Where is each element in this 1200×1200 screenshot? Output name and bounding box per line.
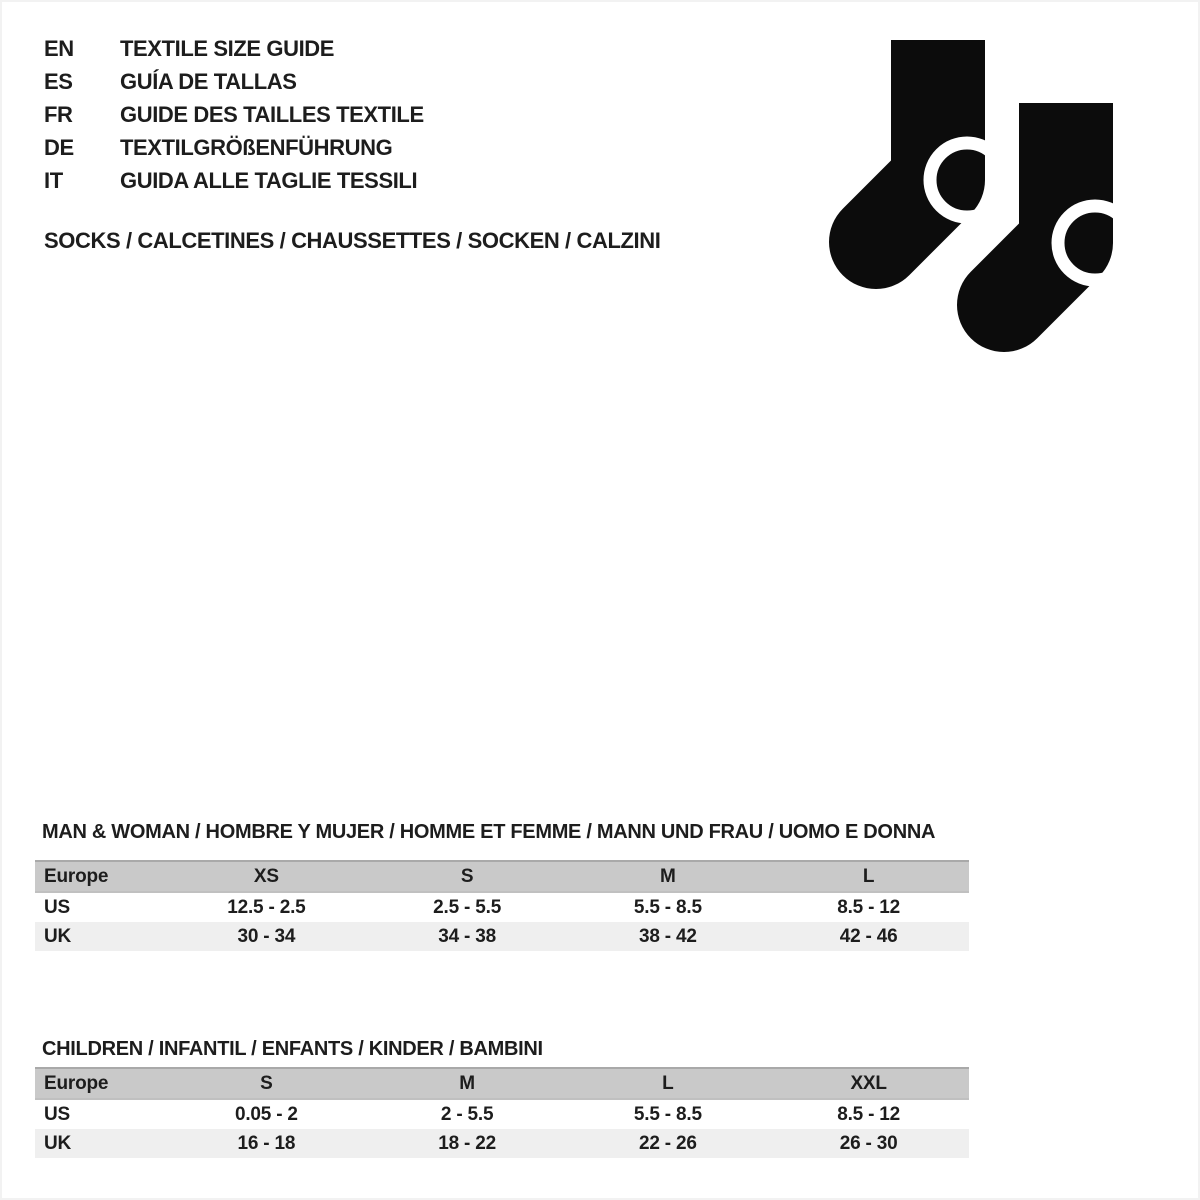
column-header-region: Europe bbox=[35, 1068, 166, 1099]
row-label: UK bbox=[44, 1132, 72, 1154]
sock-right bbox=[1004, 103, 1122, 305]
column-header-size: S bbox=[367, 861, 568, 892]
language-label: GUIDA ALLE TAGLIE TESSILI bbox=[120, 167, 418, 193]
socks-icon bbox=[812, 32, 1122, 362]
column-header-size: M bbox=[367, 1068, 568, 1099]
size-table-man-woman bbox=[35, 860, 969, 951]
size-cell: 38 - 42 bbox=[638, 925, 697, 947]
language-code: IT bbox=[44, 167, 63, 193]
language-code: ES bbox=[44, 68, 73, 94]
language-code: EN bbox=[44, 35, 74, 61]
size-cell: 42 - 46 bbox=[839, 925, 898, 947]
size-cell: 8.5 - 12 bbox=[837, 1103, 901, 1125]
language-code: FR bbox=[44, 101, 73, 127]
table-row-uk bbox=[35, 922, 969, 951]
language-row-fr bbox=[44, 98, 424, 131]
product-category-heading: SOCKS / CALCETINES / CHAUSSETTES / SOCKEN / CALZINI bbox=[44, 228, 661, 253]
size-cell: 22 - 26 bbox=[638, 1132, 697, 1154]
table-title-children: CHILDREN / INFANTIL / ENFANTS / KINDER / BAMBINI bbox=[42, 1038, 543, 1060]
row-label: UK bbox=[44, 925, 72, 947]
language-code: DE bbox=[44, 134, 74, 160]
size-cell: 30 - 34 bbox=[237, 925, 296, 947]
size-cell: 16 - 18 bbox=[237, 1132, 296, 1154]
column-header-region: Europe bbox=[35, 861, 166, 892]
table-title-man-woman: MAN & WOMAN / HOMBRE Y MUJER / HOMME ET FEMME / MANN UND FRAU / UOMO E DONNA bbox=[42, 821, 936, 843]
language-legend bbox=[44, 32, 424, 197]
sock-left bbox=[876, 40, 1004, 242]
size-cell: 12.5 - 2.5 bbox=[227, 896, 306, 918]
language-row-it bbox=[44, 164, 424, 197]
column-header-size: L bbox=[568, 1068, 769, 1099]
column-header-size: L bbox=[768, 861, 969, 892]
table-row-uk bbox=[35, 1129, 969, 1158]
language-label: TEXTILE SIZE GUIDE bbox=[120, 35, 335, 61]
language-label: TEXTILGRÖßENFÜHRUNG bbox=[120, 134, 393, 160]
table-row-us bbox=[35, 892, 969, 922]
size-cell: 5.5 - 8.5 bbox=[633, 896, 702, 918]
size-cell: 26 - 30 bbox=[839, 1132, 898, 1154]
column-header-size: S bbox=[166, 1068, 367, 1099]
size-cell: 2 - 5.5 bbox=[440, 1103, 494, 1125]
row-label: US bbox=[44, 896, 70, 918]
column-header-size: XXL bbox=[768, 1068, 969, 1099]
language-label: GUIDE DES TAILLES TEXTILE bbox=[120, 101, 424, 127]
column-header-size: XS bbox=[166, 861, 367, 892]
table-header-row bbox=[35, 861, 969, 892]
table-header-row bbox=[35, 1068, 969, 1099]
row-label: US bbox=[44, 1103, 70, 1125]
size-table-children bbox=[35, 1067, 969, 1158]
language-row-de bbox=[44, 131, 424, 164]
table-row-us bbox=[35, 1099, 969, 1129]
language-row-en bbox=[44, 32, 424, 65]
size-cell: 0.05 - 2 bbox=[234, 1103, 298, 1125]
size-cell: 5.5 - 8.5 bbox=[633, 1103, 702, 1125]
size-cell: 8.5 - 12 bbox=[837, 896, 901, 918]
language-label: GUÍA DE TALLAS bbox=[120, 68, 297, 94]
column-header-size: M bbox=[568, 861, 769, 892]
language-row-es bbox=[44, 65, 424, 98]
size-cell: 18 - 22 bbox=[438, 1132, 496, 1154]
size-cell: 2.5 - 5.5 bbox=[433, 896, 502, 918]
size-cell: 34 - 38 bbox=[438, 925, 496, 947]
